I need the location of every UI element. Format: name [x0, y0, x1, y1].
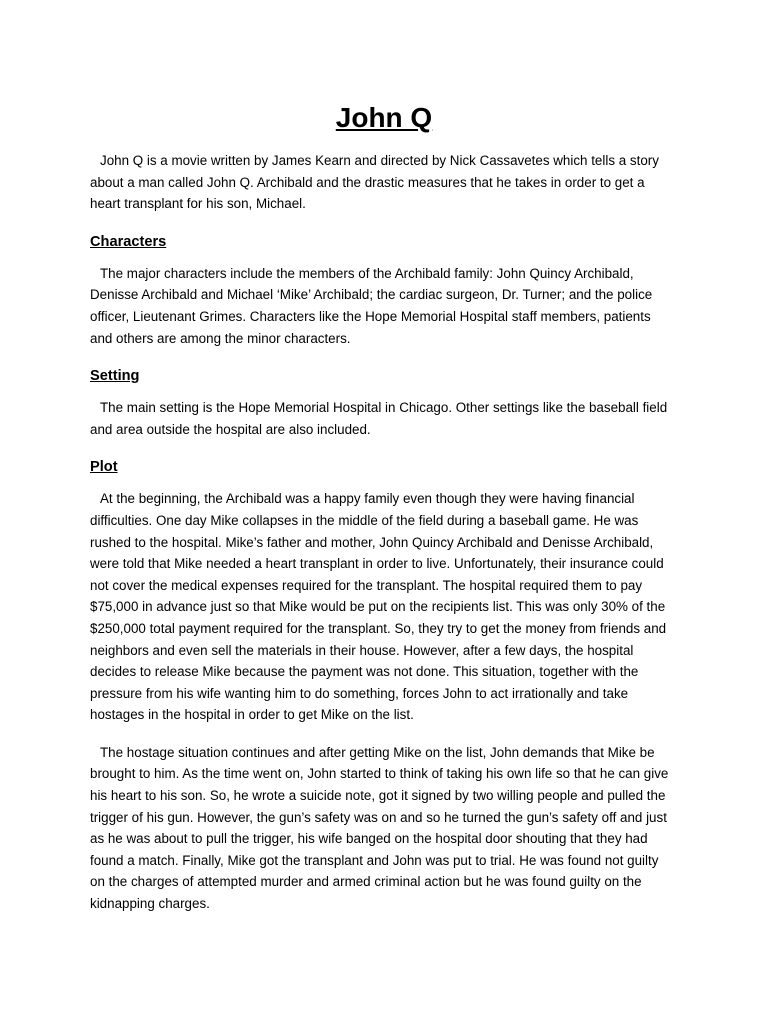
characters-paragraph: The major characters include the members of the Archibald family: John Quincy Archibald, Denisse Archibald and Michael ‘Mike’ Archibald; the cardiac surgeon, Dr. Turner; and the police officer, Lieutenant Grimes. Characters like the Hope Memorial Hospital staff members, patients and others are among the minor characters. — [90, 265, 653, 346]
plot-paragraph-1: At the beginning, the Archibald was a happy family even though they were having financial difficulties. One day Mike collapses in the middle of the field during a baseball game. He was rushed to the hospital. Mike’s father and mother, John Quincy Archibald and Denisse Archibald, were told that Mike needed a heart transplant in order to live. Unfortunately, their insurance could not cover the medical expenses required for the transplant. The hospital required them to pay $75,000 in advance just so that Mike would be put on the recipients list. This was only 30% of the $250,000 total payment required for the transplant. So, they try to get the money from friends and neighbors and even sell the materials in their house. However, after a few days, the hospital decides to release Mike because the payment was not done. This situation, together with the pressure from his wife wanting him to do something, forces John to act irrationally and take hostages in the hospital in order to get Mike on the list. — [90, 491, 667, 723]
section-heading-characters: Characters — [90, 233, 167, 250]
intro-paragraph: John Q is a movie written by James Kearn and directed by Nick Cassavetes which tells a story about a man called John Q. Archibald and the drastic measures that he takes in order to get a heart transplant for his son, Michael. — [90, 153, 659, 212]
setting-paragraph: The main setting is the Hope Memorial Hospital in Chicago. Other settings like the baseball field and area outside the hospital are also included. — [90, 400, 668, 437]
document-title: John Q — [335, 102, 433, 133]
section-heading-plot: Plot — [90, 459, 118, 476]
section-heading-setting: Setting — [90, 368, 140, 385]
plot-paragraph-2: The hostage situation continues and after getting Mike on the list, John demands that Mike be brought to him. As the time went on, John started to think of taking his own life so that he can give his heart to his son. So, he wrote a suicide note, got it signed by two willing people and pulled the trigger of his gun. However, the gun’s safety was on and so he turned the gun’s safety off and just as he was about to pull the trigger, his wife banged on the hospital door shouting that they had found a match. Finally, Mike got the transplant and John was put to trial. He was found not guilty on the charges of attempted murder and armed criminal action but he was found guilty on the kidnapping charges. — [90, 744, 669, 912]
